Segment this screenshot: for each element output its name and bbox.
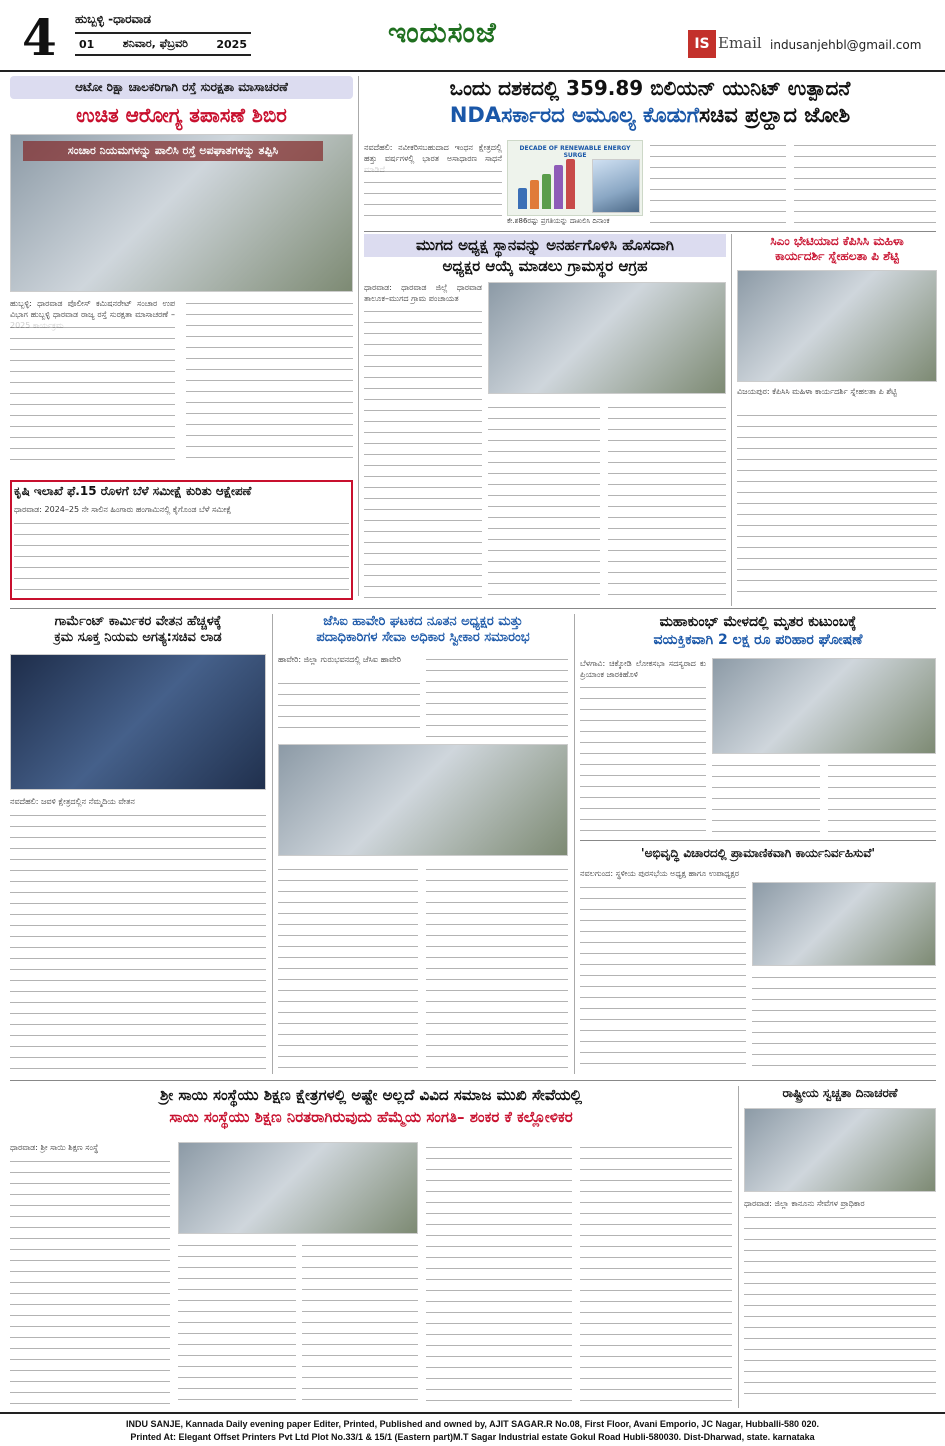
article-headline	[10, 614, 266, 647]
article-village	[364, 234, 726, 606]
article-cm-meet	[737, 234, 937, 606]
article-sai	[10, 1086, 732, 1408]
article-headline	[364, 234, 726, 276]
issue-year: 2025	[216, 37, 247, 51]
article-kicker: ಆಟೋ ರಿಕ್ಷಾ ಚಾಲಕರಿಗಾಗಿ ರಸ್ತೆ ಸುರಕ್ಷತಾ ಮಾಸಾಚರಣೆ	[10, 76, 353, 99]
article-kumbh	[580, 614, 936, 838]
headline-red: ಸರ್ಕಾರದ ಅಮೂಲ್ಯ ಕೊಡುಗೆ	[501, 103, 699, 127]
article-swachh	[744, 1086, 936, 1408]
renewable-infographic[interactable]	[507, 140, 643, 216]
article-lead: ನವದೆಹಲಿ: ಜವಳಿ ಕ್ಷೇತ್ರದಲ್ಲಿನ ನೆಮ್ಮದಿಯ ವೇತನ	[10, 797, 135, 806]
article-headline	[737, 234, 937, 264]
council-meeting-photo[interactable]	[752, 882, 936, 966]
headline-line2: ಪದಾಧಿಕಾರಿಗಳ ಸೇವಾ ಅಧಿಕಾರ ಸ್ವೀಕಾರ ಸಮಾರಂಭ	[316, 630, 530, 646]
dateline	[75, 32, 251, 56]
headline-line1: ಜೆಸಿಐ ಹಾವೇರಿ ಘಟಕದ ನೂತನ ಅಧ್ಯಕ್ಷರ ಮತ್ತು	[323, 614, 523, 629]
article-headline: ಶ್ರೀ ಸಾಯಿ ಸಂಸ್ಥೆಯು ಶಿಕ್ಷಣ ಕ್ಷೇತ್ರಗಳಲ್ಲಿ ಅಷ್ಟೇ ಅಲ್ಲದೆ ವಿವಿದ ಸಮಾಜ ಮುಖಿ ಸೇವೆಯಲ್ಲಿ	[159, 1086, 583, 1104]
page-number: 4	[22, 8, 57, 67]
banner-text: ಸಂಚಾರ ನಿಯಮಗಳನ್ನು ಪಾಲಿಸಿ ರಸ್ತೆ ಅಪಘಾತಗಳನ್ನು ತಪ್ಪಿಸಿ	[23, 141, 323, 161]
headline-line1: ಗಾರ್ಮೆಂಟ್ ಕಾರ್ಮಿಕರ ವೇತನ ಹೆಚ್ಚಳಕ್ಕೆ	[54, 614, 222, 629]
article-lead: ಬೆಳಗಾವಿ: ಚಿಕ್ಕೋಡಿ ಲೋಕಸಭಾ ಸದಸ್ಯರಾದ ಕು ಪ್ರಿಯಾಂಕ ಜಾರಕಿಹೊಳಿ	[580, 659, 706, 680]
imprint-line1: INDU SANJE, Kannada Daily evening paper Editer, Printed, Published and owned by, AJIT SAGAR.R No.08, First Floor, Avani Emporio, JC Nagar, Hubballi-580 020.	[126, 1419, 819, 1429]
headline-line2: ಕ್ರಮ ಸೂಕ್ತ ನಿಯಮ ಅಗತ್ಯ:ಸಚಿವ ಲಾಡ	[54, 630, 222, 646]
masthead	[0, 0, 945, 72]
logo-mark-icon: IS	[688, 30, 716, 58]
article-headline: ಕೃಷಿ ಇಲಾಖೆ ಫೆ.15 ರೊಳಗೆ ಬೆಳೆ ಸಮೀಕ್ಷೆ ಕುರಿತು ಆಕ್ಷೇಪಣೆ	[14, 484, 252, 498]
article-subheadline: ಸಾಯಿ ಸಂಸ್ಥೆಯು ಶಿಕ್ಷಣ ನಿರತರಾಗಿರುವುದು ಹೆಮ್ಮೆಯ ಸಂಗತಿ– ಶಂಕರ ಕೆ ಕಲ್ಲೋಳಿಕರ	[169, 1107, 573, 1126]
email-link[interactable]: indusanjehbl@gmail.com	[770, 38, 922, 52]
headline-end: ಸಚಿವ ಪ್ರಲ್ಹಾದ ಜೋಶಿ	[698, 103, 851, 127]
solar-panel-photo	[592, 159, 640, 213]
article-garment	[10, 614, 266, 1074]
article-headline: ರಾಷ್ಟ್ರೀಯ ಸ್ವಚ್ಚತಾ ದಿನಾಚರಣೆ	[782, 1086, 898, 1100]
swachh-rally-photo[interactable]	[744, 1108, 936, 1192]
issue-number: 01	[79, 37, 95, 51]
imprint-footer	[0, 1412, 945, 1446]
village-meeting-photo[interactable]	[488, 282, 726, 394]
article-headline	[278, 614, 568, 647]
article-lead: ನವದೆಹಲಿ: ನವೀಕರಿಸಬಹುದಾದ ಇಂಧನ ಕ್ಷೇತ್ರದಲ್ಲಿ ಹತ್ತು ವರ್ಷಗಳಲ್ಲಿ ಭಾರತ ಅಸಾಧಾರಣ ಸಾಧನೆ	[364, 143, 502, 164]
article-lead: ಧಾರವಾಡ: 2024–25 ನೇ ಸಾಲಿನ ಹಿಂಗಾರು ಹಂಗಾಮಿನಲ್ಲಿ ಕೈಗೊಂಡ ಬೆಳೆ ಸಮೀಕ್ಷೆ	[14, 505, 232, 514]
cm-meet-photo[interactable]	[737, 270, 937, 382]
article-lead: ಹುಬ್ಬಳ್ಳಿ: ಧಾರವಾಡ ಪೊಲೀಸ್ ಕಮಿಷನರೇಟ್ ಸಂಚಾರ ಉಪ ವಿಭಾಗ ಹುಬ್ಬಳ್ಳಿ ಧಾರವಾಡ ರಾಜ್ಯ ರಸ್ತೆ ಸುರಕ್ಷತಾ ಮಾಸಾಚರಣೆ –	[10, 299, 175, 320]
sai-ceremony-photo[interactable]	[178, 1142, 418, 1234]
kumbh-visit-photo[interactable]	[712, 658, 936, 754]
article-energy	[364, 76, 936, 228]
article-development	[580, 846, 936, 1074]
headline-line2: ವಯಕ್ತಿಕವಾಗಿ 2 ಲಕ್ಷ ರೂ ಪರಿಹಾರ ಘೋಷಣೆ	[653, 631, 863, 648]
auto-event-photo[interactable]	[10, 134, 353, 292]
article-headline: ಒಂದು ದಶಕದಲ್ಲಿ 359.89 ಬಿಲಿಯನ್ ಯುನಿಟ್ ಉತ್ಪಾದನೆ	[449, 76, 851, 100]
imprint-line2: Printed At: Elegant Offset Printers Pvt Ltd Plot No.33/1 & 15/1 (Eastern part)M.T Sagar Industrial estate Gokul Road Hubli-580030. Dist-Dharwad, state. karnataka	[130, 1432, 815, 1443]
infographic-title: DECADE OF RENEWABLE ENERGY SURGE	[519, 145, 631, 159]
article-headline	[580, 614, 936, 649]
headline-line1: ಸಿಎಂ ಭೇಟಿಯಾದ ಕೆಪಿಸಿಸಿ ಮಹಿಳಾ	[770, 234, 904, 248]
article-crop	[14, 484, 349, 596]
garment-event-photo[interactable]	[10, 654, 266, 790]
headline-nda: NDA	[449, 103, 502, 127]
jci-ceremony-photo[interactable]	[278, 744, 568, 856]
article-jci	[278, 614, 568, 1074]
article-lead: ಧಾರವಾಡ: ಶ್ರೀ ಸಾಯಿ ಶಿಕ್ಷಣ ಸಂಸ್ಥೆ	[10, 1143, 99, 1152]
infographic-caption: ಕೇ.ಶ86ರಷ್ಟು ಪ್ರಗತಿಯನ್ನು ದಾಖಲಿಸಿ ದಿನಾಂಕ	[507, 217, 610, 225]
headline-line1: ಮುಗದ ಅಧ್ಯಕ್ಷ ಸ್ಥಾನವನ್ನು ಅನರ್ಹಗೊಳಿಸಿ ಹೊಸದಾಗಿ	[364, 234, 726, 257]
article-headline: 'ಅಭಿವೃದ್ಧಿ ವಿಚಾರದಲ್ಲಿ ಪ್ರಾಮಾಣಿಕವಾಗಿ ಕಾರ್ಯನಿರ್ವಹಿಸುವೆ'	[640, 846, 876, 860]
article-subheadline	[364, 103, 936, 128]
issue-date: ಶನಿವಾರ, ಫೆಬ್ರವರಿ	[122, 37, 188, 50]
email-label: Email	[718, 34, 762, 52]
headline-line2: ಅಧ್ಯಕ್ಷರ ಆಯ್ಕೆ ಮಾಡಲು ಗ್ರಾಮಸ್ಥರ ಆಗ್ರಹ	[442, 256, 648, 275]
article-lead: ನವಲಗುಂದ: ಸ್ಥಳೀಯ ಪುರಸಭೆಯ ಅಧ್ಯಕ್ಷ ಹಾಗೂ ಉಪಾಧ್ಯಕ್ಷರ	[580, 869, 740, 878]
article-lead: ವಿಜಯಪುರ: ಕೆಪಿಸಿಸಿ ಮಹಿಳಾ ಕಾರ್ಯದರ್ಶಿ ಸ್ನೇಹಲತಾ ಪಿ ಶೆಟ್ಟಿ	[737, 387, 897, 396]
article-lead: ಹಾವೇರಿ: ಜಿಲ್ಲಾ ಗುರುಭವನದಲ್ಲಿ ಜೆಸಿಐ ಹಾವೇರಿ	[278, 655, 401, 664]
headline-line1: ಮಹಾಕುಂಭ್ ಮೇಳದಲ್ಲಿ ಮೃತರ ಕುಟುಂಬಕ್ಕೆ	[659, 614, 857, 630]
article-headline: ಉಚಿತ ಆರೋಗ್ಯ ತಪಾಸಣೆ ಶಿಬಿರ	[76, 103, 287, 127]
edition-city: ಹುಬ್ಬಳ್ಳಿ -ಧಾರವಾಡ	[75, 12, 151, 26]
headline-line2: ಕಾರ್ಯದರ್ಶಿ ಸ್ನೇಹಲತಾ ಪಿ ಶೆಟ್ಟಿ	[775, 249, 899, 263]
article-auto	[10, 76, 353, 472]
article-lead: ಧಾರವಾಡ: ಜಿಲ್ಲಾ ಕಾನೂನು ಸೇವೆಗಳ ಪ್ರಾಧಿಕಾರ	[744, 1199, 865, 1208]
article-lead: ಧಾರವಾಡ: ಧಾರವಾಡ ಜಿಲ್ಲೆ ಧಾರವಾಡ ತಾಲೂಕ–ಮುಗದ ಗ್ರಾಮ ಪಂಚಾಯತ	[364, 283, 482, 304]
newspaper-logo: ಇಂದುಸಂಜೆ	[388, 16, 497, 49]
